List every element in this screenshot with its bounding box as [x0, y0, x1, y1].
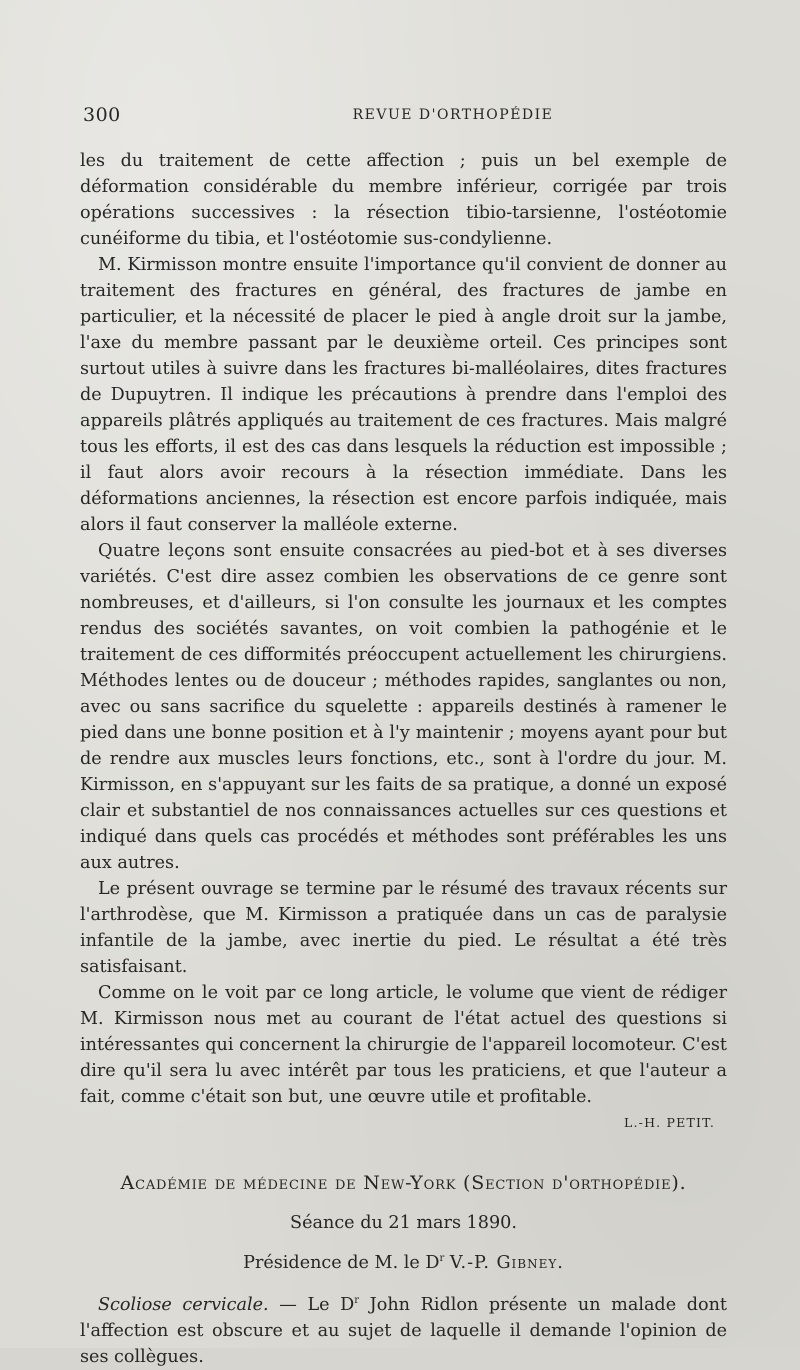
scoliose-title: Scoliose cervicale.	[98, 1295, 269, 1315]
scoliose-paragraph	[80, 1292, 727, 1370]
president-name: V.-P. Gibney.	[449, 1253, 564, 1273]
page-number: 300	[83, 104, 121, 126]
author-signature: L.-H. PETIT.	[623, 1115, 715, 1130]
running-head: REVUE D'ORTHOPÉDIE	[352, 107, 554, 123]
scoliose-text-b: John Ridlon présente un malade dont l'affection est obscure et au sujet de laquelle il demande l'opinion de ses collègues.	[80, 1295, 727, 1367]
presidency-line	[80, 1250, 727, 1276]
paragraph-2: M. Kirmisson montre ensuite l'importance qu'il convient de donner au traitement des fractures en général, des fractures de jambe en particulier, et la nécessité de placer le pied à angle droit sur la jambe, l'axe du membre passant par le deuxième orteil. Ces principes sont surtout utiles à suivre dans les fractures bi-malléolaires, dites fractures de Dupuytren. Il indique les précautions à prendre dans l'emploi des appareils plâtrés appliqués au traitement de ces fractures. Mais malgré tous les efforts, il est des cas dans lesquels la réduction est impossible ; il faut alors avoir recours à la résection immédiate. Dans les déformations anciennes, la résection est encore parfois indiquée, mais alors il faut conserver la malléole externe.	[80, 255, 727, 535]
presidency-prefix: Présidence de M. le D	[243, 1253, 440, 1273]
session-date: Séance du 21 mars 1890.	[290, 1213, 517, 1233]
scoliose-sup: r	[354, 1295, 360, 1307]
paragraph-4: Le présent ouvrage se termine par le résumé des travaux récents sur l'arthrodèse, que M. Kirmisson a pratiquée dans un cas de paralysie infantile de la jambe, avec inertie du pied. Le résultat a été très satisfaisant.	[80, 879, 727, 977]
presidency-sup: r	[439, 1253, 445, 1265]
article-body	[80, 148, 727, 1370]
scoliose-text-a: — Le D	[268, 1295, 355, 1315]
paragraph-3: Quatre leçons sont ensuite consacrées au pied-bot et à ses diverses variétés. C'est dire assez combien les observations de ce genre sont nombreuses, et d'ailleurs, si l'on consulte les journaux et les comptes rendus des sociétés savantes, on voit combien la pathogénie et le traitement de ces difformités préoccupent actuellement les chirurgiens. Méthodes lentes ou de douceur ; méthodes rapides, sanglantes ou non, avec ou sans sacrifice du squelette : appareils destinés à ramener le pied dans une bonne position et à l'y maintenir ; moyens ayant pour but de rendre aux muscles leurs fonctions, etc., sont à l'ordre du jour. M. Kirmisson, en s'appuyant sur les faits de sa pratique, a donné un exposé clair et substantiel de nos connaissances actuelles sur ces questions et indiqué dans quels cas procédés et méthodes sont préférables les uns aux autres.	[80, 541, 727, 873]
paragraph-1: les du traitement de cette affection ; puis un bel exemple de déformation considérable du membre inférieur, corrigée par trois opérations successives : la résection tibio-tarsienne, l'ostéotomie cunéiforme du tibia, et l'ostéotomie sus-condylienne.	[80, 151, 727, 249]
page-header	[83, 104, 723, 132]
paragraph-5: Comme on le voit par ce long article, le volume que vient de rédiger M. Kirmisson nous met au courant de l'état actuel des questions si intéressantes qui concernent la chirurgie de l'appareil locomoteur. C'est dire qu'il sera lu avec intérêt par tous les praticiens, et que l'auteur a fait, comme c'était son but, une œuvre utile et profitable.	[80, 983, 727, 1107]
section-heading: Académie de médecine de New-York (Section d'orthopédie).	[120, 1172, 687, 1194]
